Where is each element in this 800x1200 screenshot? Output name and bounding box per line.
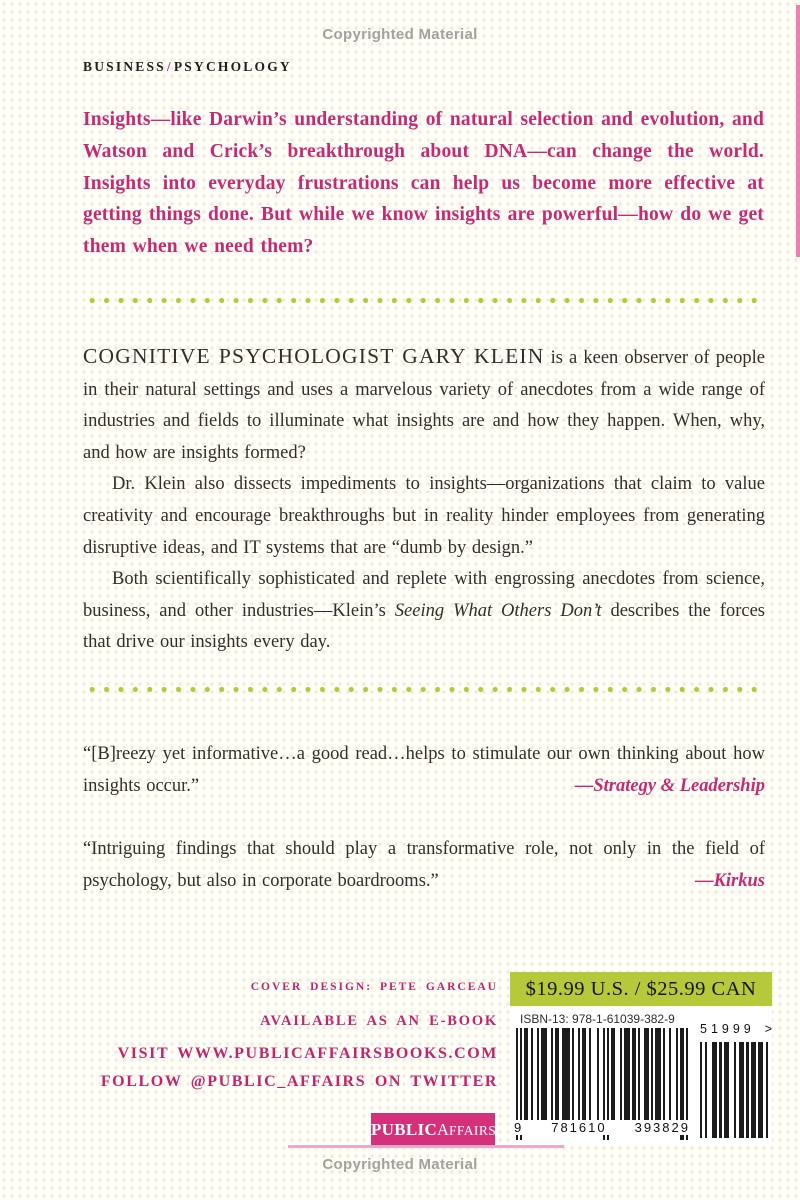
price-banner: $19.99 U.S. / $25.99 CAN	[510, 972, 772, 1006]
dotted-divider-bottom	[85, 686, 762, 693]
dotted-divider-top	[85, 297, 762, 304]
review-quote-1	[83, 738, 765, 802]
review-quote-2	[83, 833, 765, 897]
barcode-digits-mid: 781610	[551, 1120, 607, 1135]
description-para3-before: Both scientifically sophisticated and replete with engrossing anecdotes from science, business, and other industries—Klein’s	[83, 569, 765, 621]
author-intro-caps: COGNITIVE PSYCHOLOGIST GARY KLEIN	[83, 344, 545, 368]
description-lead-rest: is a keen observer of people in their natural settings and uses a marvelous variety of anecdotes from a wide range of industries and fields to illuminate what insights are and how they happen. When, why, and how are insights formed?	[83, 348, 766, 463]
isbn-label: ISBN-13: 978-1-61039-382-9	[520, 1012, 675, 1026]
barcode-digit-left: 9	[514, 1120, 524, 1135]
logo-affairs-rest: FFAIRS	[448, 1123, 497, 1138]
cover-edge-artifact-right	[796, 5, 800, 257]
price-addon-arrow: >	[764, 1022, 772, 1036]
intro-paragraph: Insights—like Darwin’s understanding of natural selection and evolution, and Watson and Crick’s breakthrough about DNA—can change the world. Insights into everyday frustrations can help us become more effective at getting things done. But while we know insights are powerful—how do we get them when we need them?	[83, 109, 764, 258]
logo-affairs-cap: A	[437, 1120, 449, 1139]
description-lead	[83, 341, 765, 469]
cover-edge-artifact-bottom	[288, 1145, 564, 1148]
price-addon-digits	[700, 1022, 772, 1036]
description-para3	[83, 564, 765, 659]
category-psychology: PSYCHOLOGY	[173, 59, 292, 74]
review-quote-2-attribution: —Kirkus	[695, 871, 765, 891]
review-quote-1-attribution: —Strategy & Leadership	[574, 776, 765, 796]
publisher-info-block	[83, 981, 498, 1091]
description-para2: Dr. Klein also dissects impediments to insights—organizations that claim to value creativity and encourage breakthroughs but in reality hinder employees from generating disruptive ideas, and IT systems that are “dumb by design.”	[83, 474, 765, 558]
category-slash: /	[166, 59, 173, 74]
logo-public-text: PUBLIC	[371, 1120, 438, 1139]
ean-barcode-digits	[512, 1120, 692, 1135]
category-label	[83, 59, 292, 75]
category-business: BUSINESS	[83, 59, 166, 74]
cover-design-credit: COVER DESIGN: PETE GARCEAU	[250, 981, 498, 993]
description-para3-after: describes the forces that drive our insights every day.	[83, 600, 765, 653]
publisher-website: VISIT WWW.PUBLICAFFAIRSBOOKS.COM	[117, 1045, 498, 1062]
copyrighted-material-bottom: Copyrighted Material	[322, 1156, 478, 1173]
barcode-digits-right: 393829	[634, 1120, 690, 1135]
book-description	[83, 341, 765, 659]
ebook-availability: AVAILABLE AS AN E-BOOK	[260, 1013, 498, 1029]
publisher-twitter: FOLLOW @PUBLIC_AFFAIRS ON TWITTER	[100, 1073, 498, 1090]
copyrighted-material-top: Copyrighted Material	[322, 26, 478, 43]
publicaffairs-logo	[371, 1113, 495, 1146]
review-quote-1-text: “[B]reezy yet informative…a good read…helps to stimulate our own thinking about how insights occur.”	[83, 744, 765, 796]
price-addon-code: 51999	[700, 1022, 755, 1036]
review-quote-2-text: “Intriguing findings that should play a transformative role, not only in the field of psychology, but also in corporate boardrooms.”	[83, 839, 765, 891]
barcode-panel	[510, 1008, 772, 1146]
book-title-italic: Seeing What Others Don’t	[394, 600, 602, 621]
